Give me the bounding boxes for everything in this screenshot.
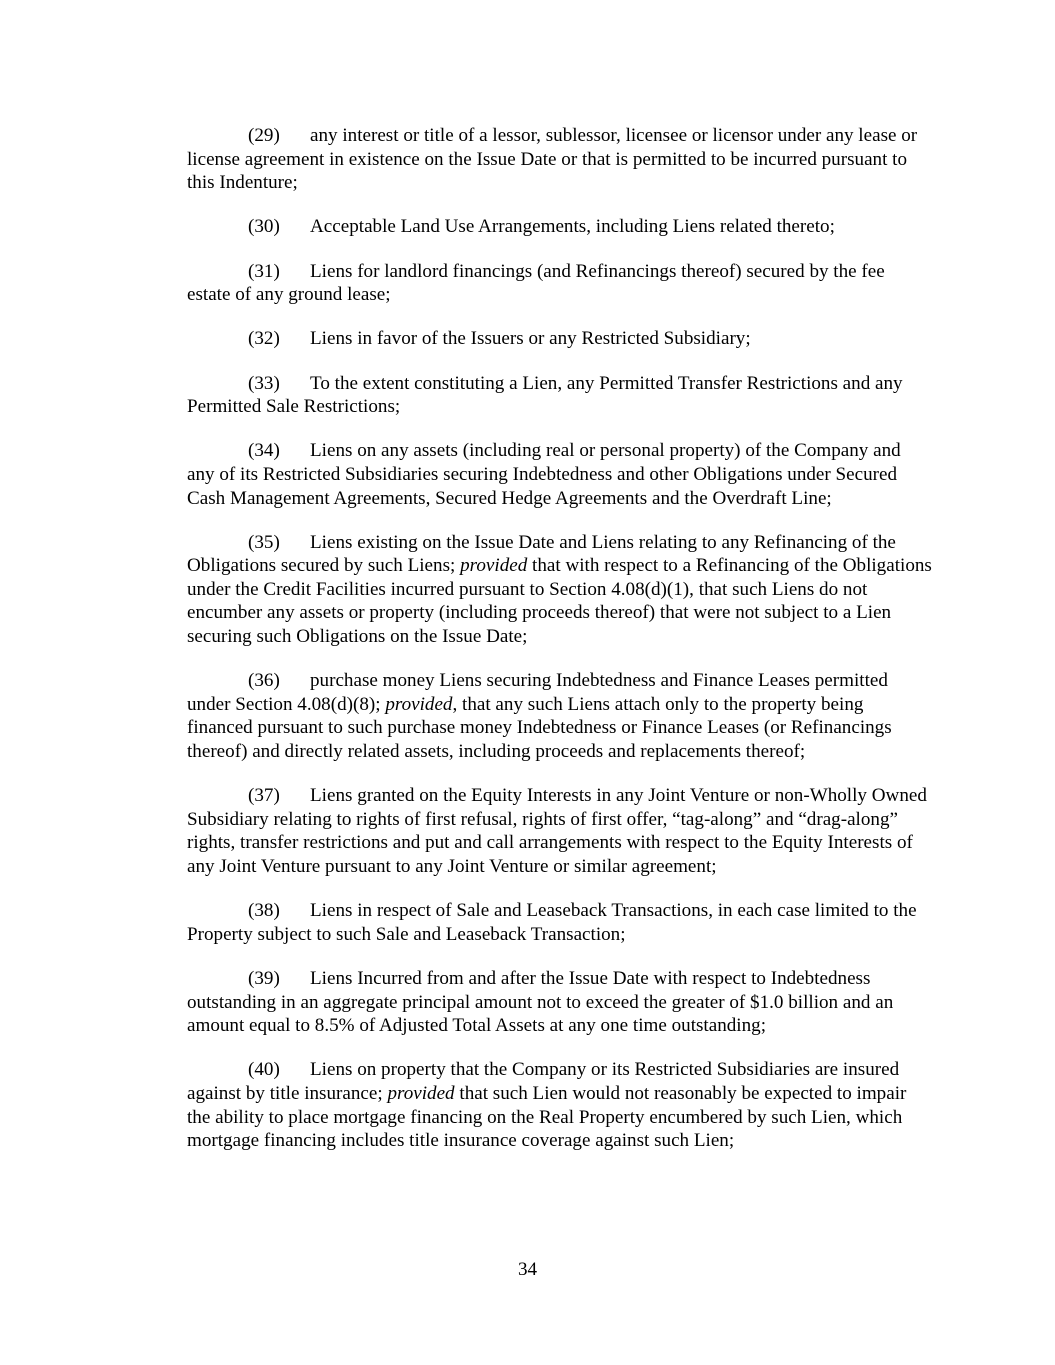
clause-40	[187, 1058, 932, 1152]
clause-emphasis: provided	[385, 693, 453, 715]
clause-text: that such Lien would not reasonably be expected to impair the ability to place mortgage financing on the Real Property encumbered by such Lien, which mortgage financing includes title insurance coverage against such Lien;	[187, 1082, 907, 1152]
clause-number: (39)	[248, 967, 280, 989]
clause-text: that with respect to a Refinancing of the Obligations under the Credit Facilities incurred pursuant to Section 4.08(d)(1), that such Liens do not encumber any assets or property (including proceeds thereof) that were not subject to a Lien securing such Obligations on the Issue Date;	[187, 555, 932, 648]
clause-33	[187, 372, 932, 419]
clause-number: (38)	[248, 900, 280, 922]
clause-31	[187, 260, 932, 307]
clause-number: (37)	[248, 785, 280, 807]
clause-text: , that any such Liens attach only to the property being financed pursuant to such purchase money Indebtedness or Finance Leases (or Refinancings thereof) and directly related assets, including proceeds and replacements thereof;	[187, 693, 892, 763]
page-number: 34	[517, 1259, 538, 1280]
clause-number: (35)	[248, 531, 280, 553]
clause-text: Liens for landlord financings (and Refinancings thereof) secured by the fee estate of any ground lease;	[187, 260, 885, 306]
clause-35	[187, 531, 932, 649]
clause-number: (29)	[248, 125, 280, 146]
clause-text: purchase money Liens securing Indebtedness and Finance Leases permitted under Section 4.08(d)(8);	[187, 670, 888, 715]
clause-34	[187, 439, 932, 510]
clause-38	[187, 899, 932, 946]
clause-number: (36)	[248, 670, 280, 692]
clause-number: (31)	[248, 260, 280, 282]
clause-number: (32)	[248, 328, 280, 350]
clause-number: (40)	[248, 1059, 280, 1081]
clause-39	[187, 967, 932, 1038]
clause-30	[187, 215, 932, 239]
clause-text: Liens Incurred from and after the Issue Date with respect to Indebtedness outstanding in an aggregate principal amount not to exceed the greater of $1.0 billion and an amount equal to 8.5% of Adjusted Total Assets at any one time outstanding;	[187, 967, 894, 1037]
clause-list	[187, 124, 932, 1173]
clause-number: (30)	[248, 216, 280, 238]
clause-text: To the extent constituting a Lien, any Permitted Transfer Restrictions and any Permitted Sale Restrictions;	[187, 372, 903, 418]
clause-text: Liens existing on the Issue Date and Liens relating to any Refinancing of the Obligations secured by such Liens;	[187, 531, 896, 577]
clause-number: (33)	[248, 372, 280, 394]
clause-number: (34)	[248, 440, 280, 462]
clause-emphasis: provided	[387, 1082, 455, 1104]
clause-emphasis: provided	[460, 555, 528, 577]
clause-text: Acceptable Land Use Arrangements, including Liens related thereto;	[310, 216, 835, 238]
clause-text: Liens on property that the Company or its Restricted Subsidiaries are insured against by title insurance;	[187, 1059, 900, 1104]
clause-text: Liens on any assets (including real or personal property) of the Company and any of its Restricted Subsidiaries securing Indebtedness and other Obligations under Secured Cash Management Agreements, Secured Hedge Agreements and the Overdraft Line;	[187, 440, 901, 509]
clause-text: Liens granted on the Equity Interests in any Joint Venture or non-Wholly Owned Subsidiary relating to rights of first refusal, rights of first offer, “tag-along” and “drag-along” rights, transfer restrictions and put and call arrangements with respect to the Equity Interests of any Joint Venture pursuant to any Joint Venture or similar agreement;	[187, 785, 927, 877]
clause-text: Liens in favor of the Issuers or any Restricted Subsidiary;	[310, 328, 751, 350]
clause-text: Liens in respect of Sale and Leaseback Transactions, in each case limited to the Property subject to such Sale and Leaseback Transaction;	[187, 900, 917, 945]
clause-36	[187, 669, 932, 763]
clause-32	[187, 327, 932, 351]
clause-text: any interest or title of a lessor, sublessor, licensee or licensor under any lease or license agreement in existence on the Issue Date or that is permitted to be incurred pursuant to this Indenture;	[187, 125, 918, 194]
clause-29	[187, 124, 932, 195]
clause-37	[187, 784, 932, 878]
